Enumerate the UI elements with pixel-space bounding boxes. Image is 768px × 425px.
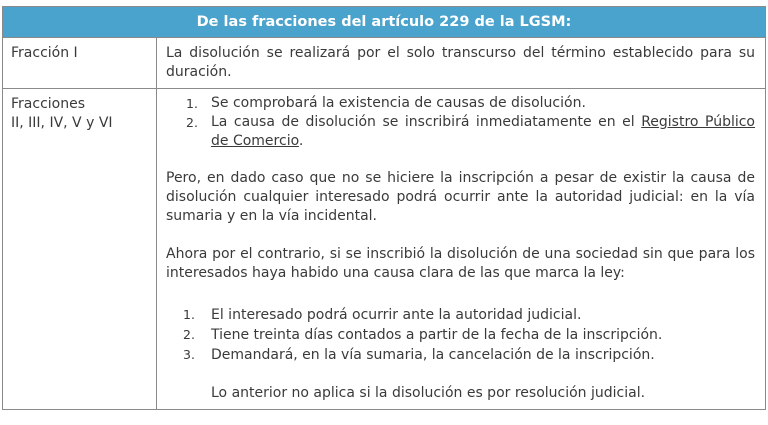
- list-item-text: Se comprobará la existencia de causas de disolución.: [211, 95, 586, 111]
- list-number: 1.: [183, 307, 195, 322]
- row-content-fracciones: [157, 89, 766, 410]
- list-item: [166, 305, 755, 325]
- table-header: De las fracciones del artículo 229 de la LGSM:: [3, 7, 766, 38]
- list-item: [166, 94, 755, 113]
- table-row: [3, 38, 766, 89]
- list-item-text: La causa de disolución se inscribirá inmediatamente en el: [211, 114, 642, 130]
- label-line-1: Fracciones: [11, 96, 85, 112]
- numbered-list: [166, 94, 755, 151]
- note-text: Lo anterior no aplica si la disolución es por resolución judicial.: [211, 385, 646, 401]
- list-number: 2.: [183, 327, 195, 342]
- fraccion-i-text: La disolución se realizará por el solo transcurso del término establecido para su duración.: [166, 45, 755, 80]
- row-label-fraccion-i: Fracción I: [3, 38, 157, 89]
- fracciones-table: [2, 6, 766, 410]
- list-number: 2.: [186, 115, 198, 130]
- list-number: 1.: [186, 96, 198, 111]
- row-label-fracciones: [3, 89, 157, 410]
- paragraph-pero: Pero, en dado caso que no se hiciere la inscripción a pesar de existir la causa de disolución cualquier interesado podrá ocurrir ante la autoridad judicial: en la vía sumaria y en la vía incidental.: [166, 170, 755, 224]
- paragraph-ahora: Ahora por el contrario, si se inscribió la disolución de una sociedad sin que para los interesados haya habido una causa clara de las que marca la ley:: [166, 246, 755, 281]
- list-item: [166, 345, 755, 365]
- list-item-text: El interesado podrá ocurrir ante la autoridad judicial.: [211, 307, 582, 323]
- registro-publico-link[interactable]: Registro Público de Comercio: [211, 114, 756, 149]
- list-item: [166, 325, 755, 345]
- list-item-text-end: .: [298, 133, 304, 149]
- table-row: [3, 89, 766, 410]
- list-item-text: Tiene treinta días contados a partir de la fecha de la inscripción.: [211, 327, 663, 343]
- row-content-fraccion-i: [157, 38, 766, 89]
- label-line-2: II, III, IV, V y VI: [11, 115, 113, 131]
- numbered-list: [166, 305, 755, 365]
- list-number: 3.: [183, 347, 195, 362]
- list-item-text: Demandará, en la vía sumaria, la cancelación de la inscripción.: [211, 347, 655, 363]
- list-item: [166, 113, 755, 151]
